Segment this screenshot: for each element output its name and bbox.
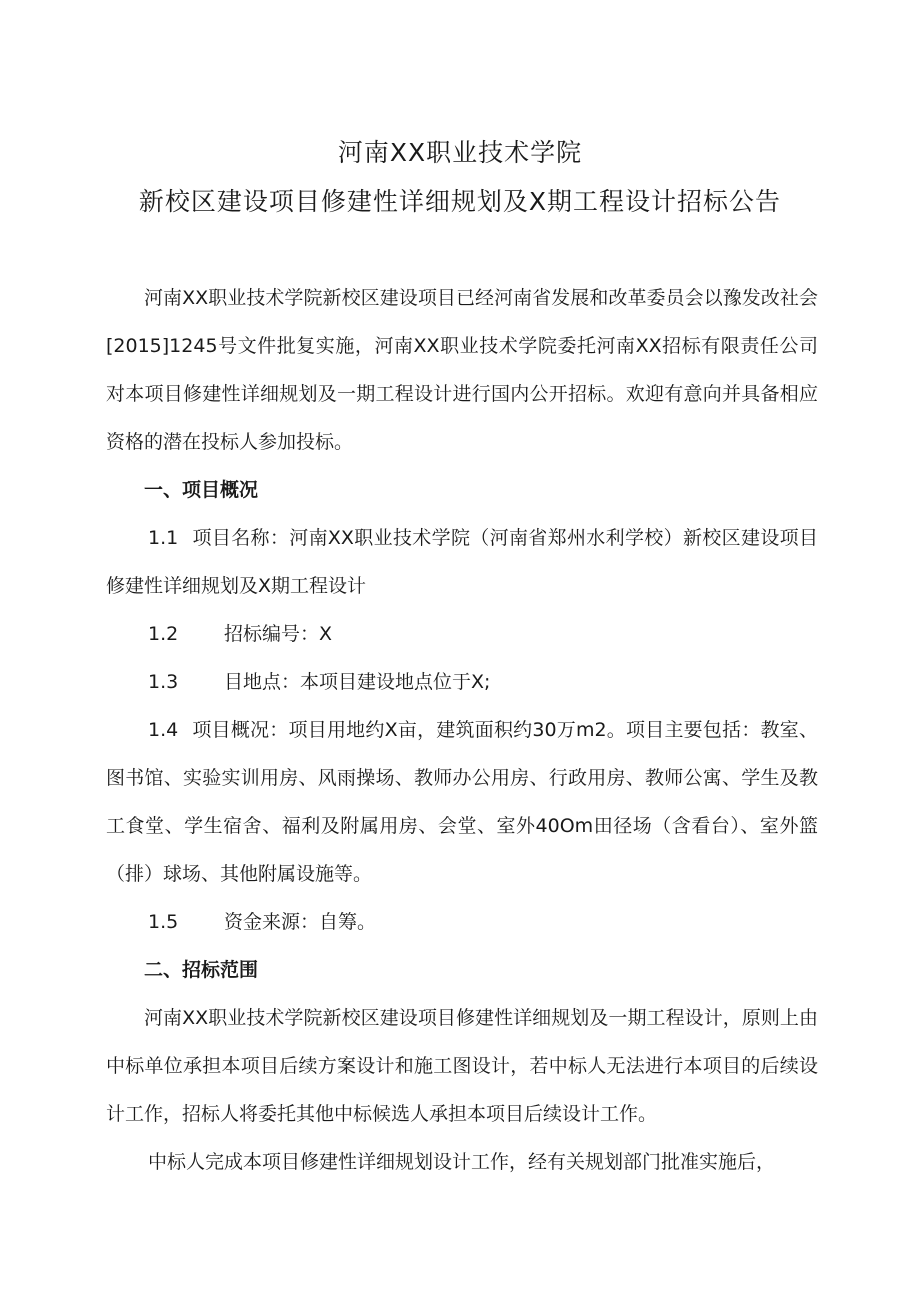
item-1-5 [106, 898, 818, 946]
document-body [106, 274, 818, 1186]
section2-paragraph2: 中标人完成本项目修建性详细规划设计工作，经有关规划部门批准实施后， [148, 1151, 776, 1173]
document-title-line1: 河南XX职业技术学院 [337, 138, 583, 167]
item-1-2 [106, 610, 818, 658]
item-1-1-number: 1.1 [148, 527, 179, 549]
section2-paragraph1: 河南XX职业技术学院新校区建设项目修建性详细规划及一期工程设计，原则上由中标单位承担本项目后续方案设计和施工图设计，若中标人无法进行本项目的后续设计工作，招标人将委托其他中标候选人承担本项目后续设计工作。 [106, 1007, 818, 1125]
item-1-2-number: 1.2 [148, 623, 179, 645]
item-1-4 [106, 706, 818, 898]
item-1-5-number: 1.5 [148, 911, 179, 933]
item-1-3-text: 目地点：本项目建设地点位于X; [224, 671, 491, 693]
item-1-2-text: 招标编号：X [224, 623, 333, 645]
item-1-5-text: 资金来源：自筹。 [224, 911, 377, 933]
item-1-4-number: 1.4 [148, 719, 179, 741]
section1-heading: 一、项目概况 [144, 479, 259, 501]
item-1-4-text: 项目概况：项目用地约X亩，建筑面积约30万m2。项目主要包括：教室、图书馆、实验实训用房、风雨操场、教师办公用房、行政用房、教师公寓、学生及教工食堂、学生宿舍、福利及附属用房、会堂、室外40Om田径场（含看台）、室外篮（排）球场、其他附属设施等。 [106, 719, 818, 885]
item-1-1-text: 项目名称：河南XX职业技术学院（河南省郑州水利学校）新校区建设项目修建性详细规划及X期工程设计 [106, 527, 818, 597]
intro-paragraph: 河南XX职业技术学院新校区建设项目已经河南省发展和改革委员会以豫发改社会[2015]1245号文件批复实施，河南XX职业技术学院委托河南XX招标有限责任公司对本项目修建性详细规划及一期工程设计进行国内公开招标。欢迎有意向并具备相应资格的潜在投标人参加投标。 [106, 287, 818, 453]
item-1-1 [106, 514, 818, 610]
section2-heading: 二、招标范围 [144, 959, 259, 981]
item-1-3 [106, 658, 818, 706]
item-1-3-number: 1.3 [148, 671, 179, 693]
document-title-line2: 新校区建设项目修建性详细规划及X期工程设计招标公告 [138, 187, 782, 216]
